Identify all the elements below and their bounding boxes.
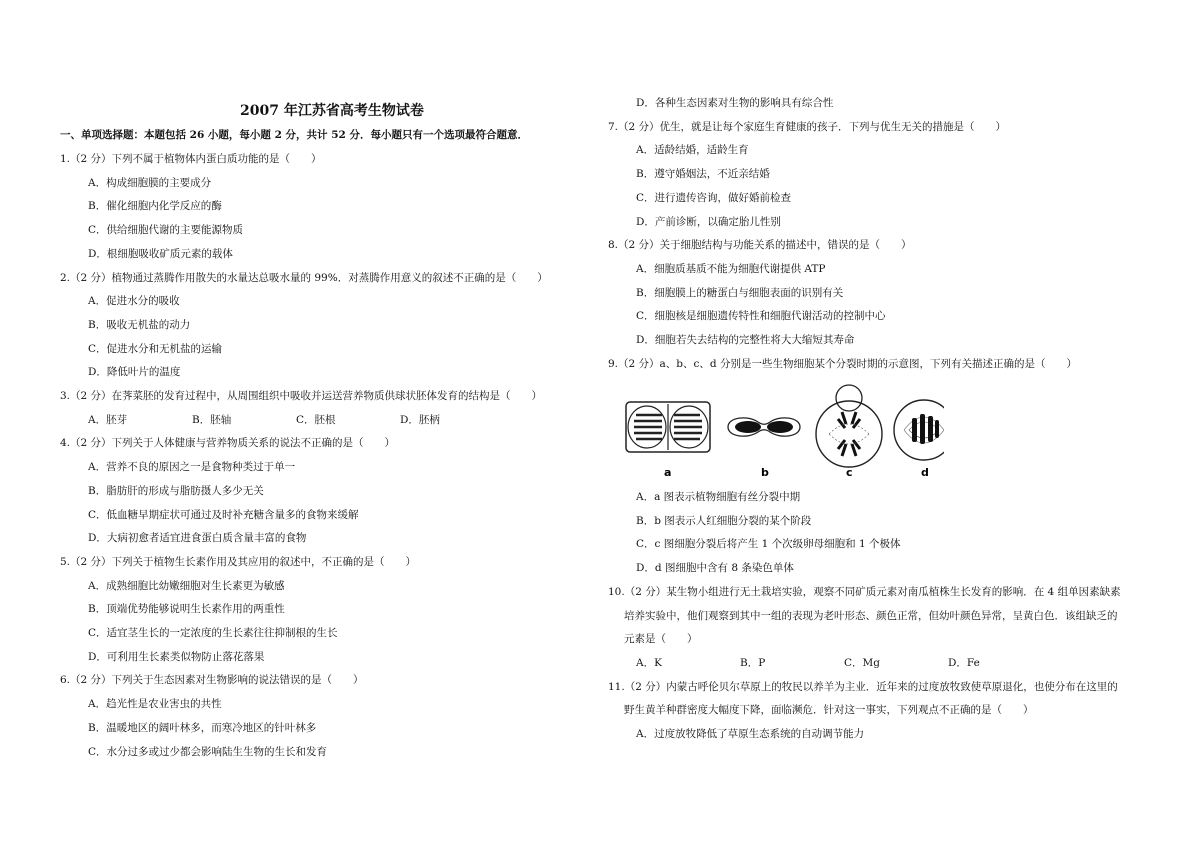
option-line: B．吸收无机盐的动力 — [88, 318, 191, 331]
question-line: 6.（2 分）下列关于生态因素对生物影响的说法错误的是（ ） — [60, 674, 364, 687]
option-line: C．水分过多或过少都会影响陆生生物的生长和发育 — [88, 745, 328, 758]
option-line: B．遵守婚姻法，不近亲结婚 — [636, 168, 770, 181]
option-line: A．营养不良的原因之一是食物种类过于单一 — [88, 461, 296, 474]
option-line: A．成熟细胞比幼嫩细胞对生长素更为敏感 — [88, 579, 285, 592]
cell-division-figure — [624, 384, 944, 479]
option-inline: C．胚根 — [296, 413, 336, 426]
option-line: B．脂肪肝的形成与脂肪摄人多少无关 — [88, 484, 264, 497]
option-line: A．趋光性是农业害虫的共性 — [88, 698, 222, 711]
option-inline: B．胚轴 — [192, 413, 232, 426]
page-title: 2007 年江苏省高考生物试卷 — [240, 103, 424, 119]
figure-label-d: d — [921, 466, 929, 479]
section-heading: 一、单项选择题：本题包括 26 小题，每小题 2 分，共计 52 分．每小题只有一个选项最符合题意． — [60, 129, 528, 141]
question-line: 5.（2 分）下列关于植物生长素作用及其应用的叙述中，不正确的是（ ） — [60, 555, 417, 568]
option-line: 元素是（ ） — [624, 633, 698, 646]
figure-a-cell — [626, 402, 710, 452]
option-inline: B．P — [740, 656, 766, 669]
option-line: B．b 图表示人红细胞分裂的某个阶段 — [636, 514, 812, 527]
option-line: D．根细胞吸收矿质元素的载体 — [88, 247, 233, 260]
option-line: D．降低叶片的温度 — [88, 366, 181, 379]
figure-b-cell — [728, 418, 800, 436]
option-inline: C．Mg — [844, 656, 881, 669]
option-line: A．适龄结婚，适龄生育 — [636, 144, 749, 157]
option-line: A．a 图表示植物细胞有丝分裂中期 — [636, 491, 801, 503]
option-line: C．进行遗传咨询，做好婚前检查 — [636, 191, 792, 204]
option-line: B．温暖地区的阔叶林多，而寒冷地区的针叶林多 — [88, 721, 317, 734]
option-line: A．过度放牧降低了草原生态系统的自动调节能力 — [636, 728, 865, 740]
option-line: 野生黄羊种群密度大幅度下降，面临濒危．针对这一事实，下列观点不正确的是（ ） — [624, 704, 1034, 717]
option-line: D．各种生态因素对生物的影响具有综合性 — [636, 97, 834, 109]
option-inline: A．胚芽 — [88, 413, 128, 426]
option-line: C．适宜茎生长的一定浓度的生长素往往抑制根的生长 — [88, 627, 338, 639]
option-inline: D．胚柄 — [400, 413, 440, 426]
option-line: B．细胞膜上的糖蛋白与细胞表面的识别有关 — [636, 286, 844, 299]
option-line: A．细胞质基质不能为细胞代谢提供 ATP — [636, 262, 826, 275]
option-line: D．d 图细胞中含有 8 条染色单体 — [636, 562, 794, 575]
option-line: C．细胞核是细胞遗传特性和细胞代谢活动的控制中心 — [636, 310, 886, 323]
question-line: 8.（2 分）关于细胞结构与功能关系的描述中，错误的是（ ） — [608, 239, 912, 252]
option-line: C．低血糖早期症状可通过及时补充糖含量多的食物来缓解 — [88, 508, 359, 521]
option-line: D．大病初愈者适宜进食蛋白质含量丰富的食物 — [88, 532, 307, 545]
option-inline: A．K — [636, 656, 662, 669]
question-line: 4.（2 分）下列关于人体健康与营养物质关系的说法不正确的是（ ） — [60, 437, 396, 450]
option-line: 培养实验中，他们观察到其中一组的表现为老叶形态、颜色正常，但幼叶颜色异常，呈黄白色．该组缺乏的 — [624, 609, 1118, 622]
question-line: 11.（2 分）内蒙古呼伦贝尔草原上的牧民以养羊为主业．近年来的过度放牧致使草原退化，也使分布在这里的 — [608, 680, 1118, 693]
figure-c-cell — [816, 385, 882, 467]
option-line: D．产前诊断，以确定胎儿性别 — [636, 215, 781, 228]
option-line: A．促进水分的吸收 — [88, 295, 180, 308]
option-line: B．催化细胞内化学反应的酶 — [88, 200, 222, 213]
option-line: A．构成细胞膜的主要成分 — [88, 176, 212, 189]
question-line: 9.（2 分）a、b、c、d 分别是一些生物细胞某个分裂时期的示意图，下列有关描述正确的是（ ） — [608, 357, 1077, 370]
option-line: B．顶端优势能够说明生长素作用的两重性 — [88, 603, 285, 616]
question-line: 1.（2 分）下列不属于植物体内蛋白质功能的是（ ） — [60, 153, 322, 165]
question-line: 3.（2 分）在荠菜胚的发育过程中，从周围组织中吸收并运送营养物质供球状胚体发育的结构是（ ） — [60, 390, 543, 402]
option-line: C．供给细胞代谢的主要能源物质 — [88, 224, 244, 237]
figure-label-c: c — [846, 466, 853, 479]
figure-label-a: a — [664, 466, 672, 479]
option-line: C．促进水分和无机盐的运输 — [88, 342, 223, 355]
figure-d-cell — [894, 400, 944, 460]
question-line: 2.（2 分）植物通过蒸腾作用散失的水量达总吸水量的 99%．对蒸腾作用意义的叙述不正确的是（ ） — [60, 271, 548, 284]
option-line: D．细胞若失去结构的完整性将大大缩短其寿命 — [636, 334, 855, 346]
question-line: 7.（2 分）优生，就是让每个家庭生育健康的孩子．下列与优生无关的措施是（ ） — [608, 120, 1007, 133]
figure-label-b: b — [761, 466, 769, 479]
option-line: D．可利用生长素类似物防止落花落果 — [88, 650, 265, 663]
option-line: C．c 图细胞分裂后将产生 1 个次级卵母细胞和 1 个极体 — [636, 538, 901, 551]
option-inline: D．Fe — [948, 656, 980, 669]
question-line: 10.（2 分）某生物小组进行无土栽培实验，观察不同矿质元素对南瓜植株生长发育的影响．在 4 组单因素缺素 — [608, 585, 1121, 598]
